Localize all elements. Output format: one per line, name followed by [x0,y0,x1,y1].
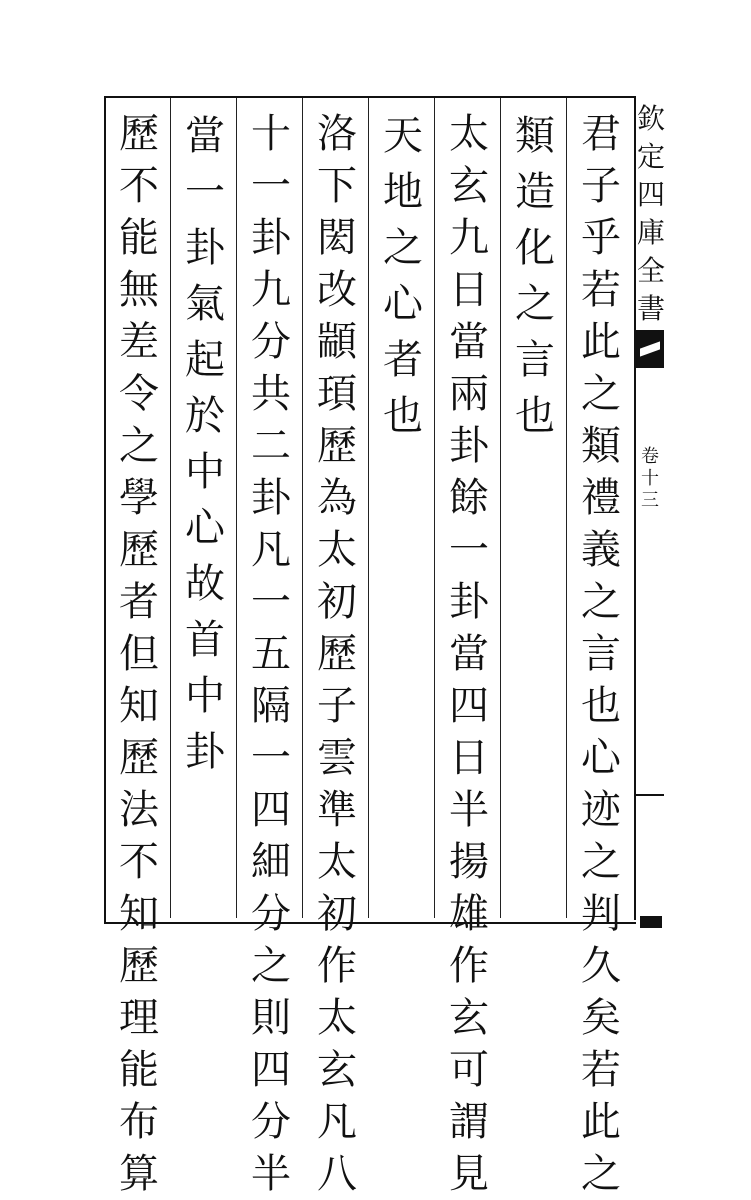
text-column-6 [242,108,300,1197]
column-rule [170,98,171,918]
glyph: 類 [515,113,555,159]
glyph: 十 [251,111,291,157]
glyph: 一 [251,163,291,209]
glyph: 此 [581,1099,621,1145]
glyph: 氣 [185,281,225,327]
volume-glyph: 三 [641,490,659,511]
glyph: 太 [317,527,357,573]
glyph: 太 [449,111,489,157]
glyph: 歷 [317,423,357,469]
glyph: 則 [251,995,291,1041]
glyph: 一 [449,527,489,573]
glyph: 之 [119,423,159,469]
glyph: 兩 [449,371,489,417]
corner-mark [640,916,662,928]
volume-label [636,446,664,512]
glyph: 差 [119,319,159,365]
glyph: 不 [119,163,159,209]
glyph: 之 [581,371,621,417]
glyph: 無 [119,267,159,313]
glyph: 四 [251,1047,291,1093]
text-column-3 [440,108,498,1197]
glyph: 一 [185,169,225,215]
glyph: 半 [251,1151,291,1197]
glyph: 歷 [119,527,159,573]
glyph: 也 [581,683,621,729]
glyph: 半 [449,787,489,833]
glyph: 起 [185,337,225,383]
glyph: 玄 [449,995,489,1041]
column-rule [302,98,303,918]
glyph: 分 [251,1099,291,1145]
glyph: 法 [119,787,159,833]
glyph: 改 [317,267,357,313]
glyph: 歷 [317,631,357,677]
column-rule [566,98,567,918]
title-glyph: 四 [636,178,665,211]
glyph: 九 [251,267,291,313]
glyph: 令 [119,371,159,417]
glyph: 初 [317,579,357,625]
glyph: 卦 [449,579,489,625]
glyph: 禮 [581,475,621,521]
glyph: 之 [581,579,621,625]
glyph: 九 [449,215,489,261]
text-column-8 [110,108,168,1197]
glyph: 分 [251,319,291,365]
glyph: 顓 [317,319,357,365]
glyph: 餘 [449,475,489,521]
glyph: 言 [581,631,621,677]
glyph: 歷 [119,735,159,781]
title-glyph: 定 [636,140,665,173]
glyph: 心 [185,505,225,551]
glyph: 卦 [449,423,489,469]
glyph: 太 [317,995,357,1041]
glyph: 五 [251,631,291,677]
glyph: 之 [515,281,555,327]
glyph: 久 [581,943,621,989]
title-glyph: 欽 [636,102,665,135]
title-glyph: 書 [636,292,665,325]
glyph: 於 [185,393,225,439]
glyph: 之 [251,943,291,989]
glyph: 四 [251,787,291,833]
text-column-4 [374,108,432,908]
volume-glyph: 十 [641,468,659,489]
glyph: 不 [119,839,159,885]
glyph: 八 [317,1151,357,1197]
glyph: 頊 [317,371,357,417]
glyph: 若 [581,1047,621,1093]
glyph: 雲 [317,735,357,781]
text-column-2 [506,108,564,908]
glyph: 凡 [251,527,291,573]
glyph: 迹 [581,787,621,833]
glyph: 玄 [449,163,489,209]
glyph: 天 [383,113,423,159]
glyph: 當 [449,319,489,365]
title-glyph: 全 [636,254,665,287]
glyph: 言 [515,337,555,383]
glyph: 揚 [449,839,489,885]
volume-glyph: 卷 [641,446,659,467]
text-column-7 [176,108,234,908]
glyph: 子 [581,163,621,209]
glyph: 洛 [317,111,357,157]
glyph: 細 [251,839,291,885]
glyph: 知 [119,683,159,729]
glyph: 能 [119,1047,159,1093]
glyph: 為 [317,475,357,521]
text-column-1 [572,108,630,1197]
glyph: 類 [581,423,621,469]
glyph: 之 [383,225,423,271]
glyph: 判 [581,891,621,937]
glyph: 之 [581,1151,621,1197]
glyph: 布 [119,1099,159,1145]
glyph: 卦 [251,475,291,521]
glyph: 中 [185,673,225,719]
glyph: 共 [251,371,291,417]
glyph: 下 [317,163,357,209]
glyph: 玄 [317,1047,357,1093]
glyph: 地 [383,169,423,215]
glyph: 知 [119,891,159,937]
column-rule [500,98,501,918]
glyph: 之 [581,839,621,885]
glyph: 歷 [119,111,159,157]
glyph: 隔 [251,683,291,729]
book-title [636,100,666,328]
glyph: 也 [515,393,555,439]
glyph: 歷 [119,943,159,989]
glyph: 能 [119,215,159,261]
glyph: 心 [581,735,621,781]
glyph: 者 [383,337,423,383]
glyph: 卦 [251,215,291,261]
glyph: 故 [185,561,225,607]
glyph: 學 [119,475,159,521]
glyph: 四 [449,683,489,729]
glyph: 心 [383,281,423,327]
glyph: 作 [449,943,489,989]
glyph: 造 [515,169,555,215]
margin-tick [634,794,664,796]
glyph: 乎 [581,215,621,261]
glyph: 卦 [185,729,225,775]
glyph: 義 [581,527,621,573]
glyph: 也 [383,393,423,439]
glyph: 凡 [317,1099,357,1145]
glyph: 太 [317,839,357,885]
column-rule [236,98,237,918]
glyph: 君 [581,111,621,157]
glyph: 二 [251,423,291,469]
glyph: 一 [251,735,291,781]
glyph: 作 [317,943,357,989]
glyph: 謂 [449,1099,489,1145]
glyph: 子 [317,683,357,729]
glyph: 中 [185,449,225,495]
glyph: 日 [449,267,489,313]
glyph: 首 [185,617,225,663]
glyph: 若 [581,267,621,313]
glyph: 化 [515,225,555,271]
glyph: 閎 [317,215,357,261]
text-column-5 [308,108,366,1197]
glyph: 分 [251,891,291,937]
glyph: 此 [581,319,621,365]
glyph: 算 [119,1151,159,1197]
glyph: 可 [449,1047,489,1093]
glyph: 見 [449,1151,489,1197]
glyph: 者 [119,579,159,625]
glyph: 一 [251,579,291,625]
glyph: 雄 [449,891,489,937]
column-rule [368,98,369,918]
glyph: 當 [449,631,489,677]
glyph: 日 [449,735,489,781]
title-glyph: 庫 [636,216,665,249]
glyph: 理 [119,995,159,1041]
glyph: 但 [119,631,159,677]
glyph: 初 [317,891,357,937]
column-rule [434,98,435,918]
glyph: 矣 [581,995,621,1041]
glyph: 卦 [185,225,225,271]
glyph: 準 [317,787,357,833]
glyph: 當 [185,113,225,159]
